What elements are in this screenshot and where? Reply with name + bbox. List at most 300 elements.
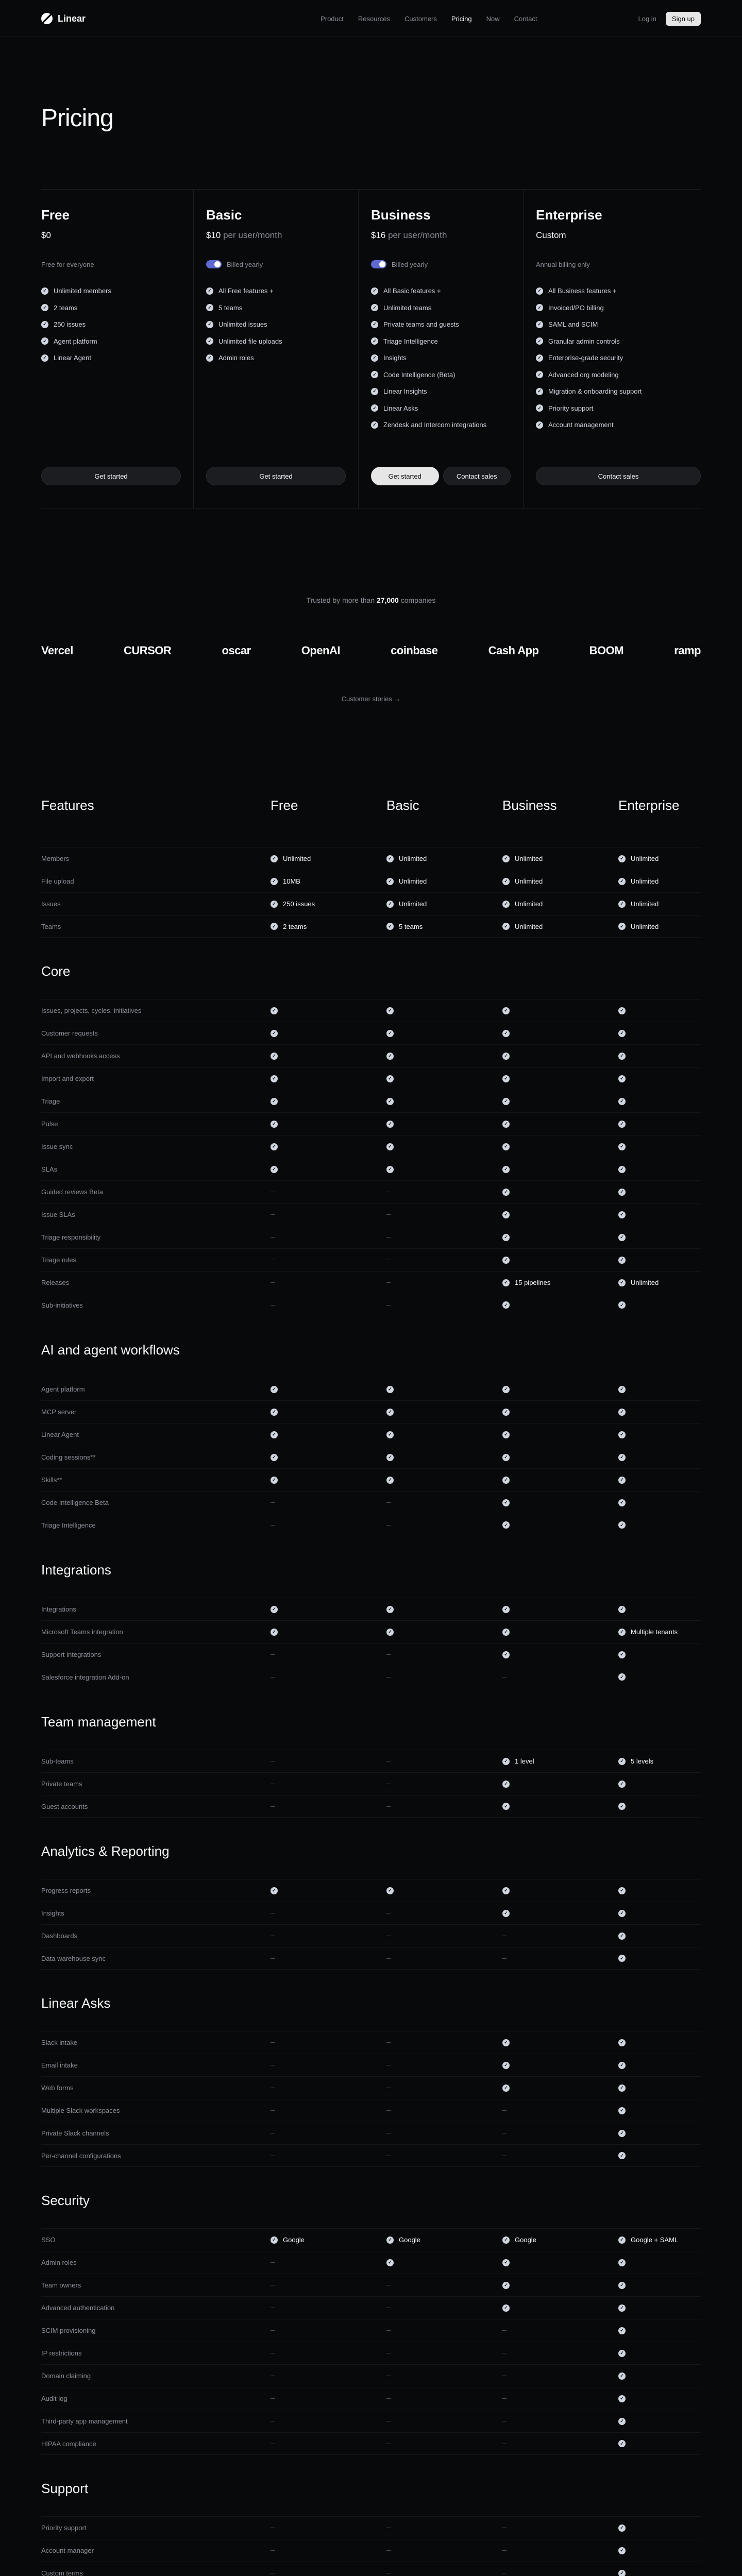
check-icon: ✓ <box>502 1279 510 1286</box>
check-icon: ✓ <box>502 901 510 908</box>
table-cell <box>618 1521 701 1529</box>
cell-value: 1 level <box>515 1757 534 1765</box>
table-cell <box>502 2330 618 2331</box>
table-cell <box>386 1502 502 1503</box>
table-cell <box>618 1757 701 1765</box>
check-icon: ✓ <box>618 2259 626 2266</box>
nav-resources[interactable]: Resources <box>358 14 391 23</box>
check-icon: ✓ <box>502 1606 510 1613</box>
check-icon: ✓ <box>618 1053 626 1060</box>
table-cell: API and webhooks access <box>41 1052 120 1060</box>
feature-item <box>206 354 346 362</box>
table-cell <box>271 1629 386 1636</box>
table-cell: SLAs <box>41 1165 58 1173</box>
table-cell <box>271 1282 386 1283</box>
check-icon: ✓ <box>502 1234 510 1241</box>
check-icon: ✓ <box>618 1166 626 1173</box>
table-row <box>41 1067 701 1090</box>
table-cell <box>618 1933 701 1940</box>
plan-price-unit: per user/month <box>388 230 447 240</box>
check-icon: ✓ <box>386 1121 394 1128</box>
table-row <box>41 1423 701 1446</box>
table-cell <box>502 1651 618 1658</box>
feature-label: 250 issues <box>54 320 86 328</box>
check-icon: ✓ <box>618 1651 626 1658</box>
check-icon: ✓ <box>386 923 394 930</box>
table-cell <box>502 1257 618 1264</box>
feature-item <box>371 304 511 312</box>
table-cell <box>271 1502 386 1503</box>
check-icon: ✓ <box>502 1431 510 1438</box>
table-cell: Integrations <box>41 1605 76 1613</box>
table-cell <box>271 900 386 908</box>
cell-value: 10MB <box>283 877 300 885</box>
table-cell <box>502 1143 618 1150</box>
check-icon: ✓ <box>618 1121 626 1128</box>
dash-icon <box>271 2330 275 2331</box>
table-cell <box>502 1409 618 1416</box>
check-icon: ✓ <box>386 2259 394 2266</box>
table-cell <box>618 2547 701 2554</box>
feature-label: Priority support <box>548 404 594 412</box>
check-icon: ✓ <box>502 2304 510 2312</box>
check-icon: ✓ <box>502 1143 510 1150</box>
plan-price: $16 per user/month <box>371 230 447 240</box>
feature-label: Code Intelligence (Beta) <box>383 370 456 379</box>
table-cell: Pulse <box>41 1120 58 1128</box>
plan-billing <box>371 259 511 269</box>
table-cell <box>502 1431 618 1438</box>
dash-icon <box>386 2550 391 2551</box>
check-icon: ✓ <box>271 1030 278 1037</box>
table-cell <box>502 1629 618 1636</box>
signup-button[interactable]: Sign up <box>666 12 701 26</box>
table-cell <box>386 1409 502 1416</box>
dash-icon <box>386 1654 391 1655</box>
check-icon: ✓ <box>502 1454 510 1461</box>
feature-label: Unlimited issues <box>218 320 267 328</box>
table-cell: Salesforce integration Add-on <box>41 1673 129 1681</box>
table-cell: Third-party app management <box>41 2417 128 2425</box>
brand-name: Linear <box>58 13 86 24</box>
cell-value: Unlimited <box>631 900 659 908</box>
logo-cursor: CURSOR <box>123 644 172 657</box>
cell-value: Unlimited <box>515 922 543 930</box>
check-icon: ✓ <box>502 1521 510 1529</box>
table-cell: Domain claiming <box>41 2372 91 2380</box>
feature-label: Granular admin controls <box>548 337 620 345</box>
check-icon: ✓ <box>271 855 278 862</box>
table-cell: Per-channel configurations <box>41 2151 121 2160</box>
check-icon: ✓ <box>618 2130 626 2137</box>
plan-name: Free <box>41 207 70 223</box>
check-icon: ✓ <box>536 404 543 412</box>
check-icon: ✓ <box>271 1053 278 1060</box>
check-icon: ✓ <box>271 1454 278 1461</box>
table-row <box>41 2432 701 2455</box>
check-icon: ✓ <box>536 287 543 295</box>
section-title: Support <box>41 2481 89 2496</box>
table-cell: Issues <box>41 900 61 908</box>
dash-icon <box>271 2262 275 2263</box>
table-cell <box>271 2262 386 2263</box>
table-cell <box>271 1386 386 1393</box>
check-icon: ✓ <box>618 1803 626 1810</box>
check-icon: ✓ <box>271 1409 278 1416</box>
plan-billing <box>536 259 688 269</box>
table-cell <box>502 1279 618 1286</box>
table-row <box>41 1158 701 1180</box>
table-cell <box>386 1431 502 1438</box>
cell-value: Unlimited <box>515 877 543 885</box>
dash-icon <box>386 2110 391 2111</box>
table-row <box>41 847 701 870</box>
check-icon: ✓ <box>386 1143 394 1150</box>
table-cell: Admin roles <box>41 2259 77 2266</box>
check-icon: ✓ <box>618 2107 626 2114</box>
section-ai-and-agent-workflows <box>41 1342 701 1536</box>
table-cell <box>618 855 701 862</box>
table-cell <box>618 1257 701 1264</box>
table-cell <box>271 1143 386 1150</box>
table-cell: File upload <box>41 877 74 885</box>
table-row <box>41 1248 701 1271</box>
check-icon: ✓ <box>618 1007 626 1014</box>
table-cell: Multiple Slack workspaces <box>41 2107 120 2114</box>
table-row <box>41 1514 701 1536</box>
table-row <box>41 2364 701 2387</box>
feature-label: Linear Asks <box>383 404 418 412</box>
table-cell: Linear Agent <box>41 1431 79 1438</box>
table-cell <box>618 2282 701 2289</box>
dash-icon <box>271 1525 275 1526</box>
check-icon: ✓ <box>271 1477 278 1484</box>
feature-label: Unlimited file uploads <box>218 337 282 345</box>
check-icon: ✓ <box>371 337 378 345</box>
table-cell: SSO <box>41 2236 56 2244</box>
table-cell: Email intake <box>41 2061 78 2069</box>
check-icon: ✓ <box>618 2418 626 2425</box>
check-icon: ✓ <box>618 2039 626 2046</box>
cell-value: 2 teams <box>283 922 307 930</box>
check-icon: ✓ <box>618 923 626 930</box>
table-cell <box>386 1007 502 1014</box>
dash-icon <box>386 2042 391 2043</box>
brand-logo[interactable] <box>41 13 86 24</box>
check-icon: ✓ <box>502 1257 510 1264</box>
check-icon: ✓ <box>41 337 48 345</box>
check-icon: ✓ <box>386 1030 394 1037</box>
check-icon: ✓ <box>618 2395 626 2402</box>
logo-vercel: Vercel <box>41 644 73 657</box>
contact-sales-button[interactable]: Contact sales <box>443 467 511 485</box>
cell-value: 250 issues <box>283 900 315 908</box>
table-cell <box>618 1143 701 1150</box>
table-cell <box>386 855 502 862</box>
feature-item <box>536 354 688 362</box>
dash-icon <box>271 1237 275 1238</box>
check-icon: ✓ <box>271 1386 278 1393</box>
nav-pricing[interactable]: Pricing <box>451 14 472 23</box>
check-icon: ✓ <box>371 354 378 362</box>
login-link[interactable]: Log in <box>638 14 656 23</box>
section-title: Core <box>41 963 71 979</box>
check-icon: ✓ <box>618 1477 626 1484</box>
table-cell <box>271 1654 386 1655</box>
check-icon: ✓ <box>386 1098 394 1105</box>
plan-price-unit: per user/month <box>223 230 282 240</box>
dash-icon <box>386 1525 391 1526</box>
table-cell <box>502 1958 618 1959</box>
table-cell <box>386 1075 502 1082</box>
table-row <box>41 2054 701 2076</box>
table-cell <box>386 1053 502 1060</box>
section-core <box>41 963 701 1316</box>
section-support <box>41 2481 701 2576</box>
table-cell <box>502 877 618 885</box>
table-cell <box>618 2350 701 2357</box>
check-icon: ✓ <box>502 2084 510 2092</box>
table-cell <box>386 1098 502 1105</box>
table-cell <box>618 1499 701 1506</box>
check-icon: ✓ <box>271 1075 278 1082</box>
table-cell <box>502 1477 618 1484</box>
table-cell <box>618 2039 701 2046</box>
check-icon: ✓ <box>502 855 510 862</box>
check-icon: ✓ <box>618 1234 626 1241</box>
table-cell <box>618 1166 701 1173</box>
table-cell <box>386 900 502 908</box>
cell-value: Unlimited <box>631 922 659 930</box>
table-cell: Issue SLAs <box>41 1211 75 1218</box>
feature-label: 5 teams <box>218 303 243 312</box>
get-started-button[interactable]: Get started <box>206 467 346 485</box>
table-cell: Priority support <box>41 2524 87 2532</box>
get-started-button[interactable]: Get started <box>41 467 181 485</box>
check-icon: ✓ <box>271 923 278 930</box>
table-row <box>41 1643 701 1666</box>
check-icon: ✓ <box>618 1758 626 1765</box>
table-cell <box>271 2236 386 2244</box>
header-free: Free <box>271 798 298 813</box>
table-cell: Web forms <box>41 2084 74 2092</box>
table-cell <box>386 1629 502 1636</box>
check-icon: ✓ <box>502 1629 510 1636</box>
table-cell <box>386 2042 502 2043</box>
billing-toggle[interactable] <box>371 260 386 268</box>
table-row <box>41 2410 701 2432</box>
table-cell <box>386 1806 502 1807</box>
section-title: Security <box>41 2193 90 2208</box>
cell-value: 15 pipelines <box>515 1279 551 1286</box>
table-cell <box>386 1606 502 1613</box>
table-cell <box>618 1030 701 1037</box>
nav-contact[interactable]: Contact <box>514 14 537 23</box>
cell-value: Google <box>399 2236 420 2244</box>
check-icon: ✓ <box>536 321 543 328</box>
check-icon: ✓ <box>502 1758 510 1765</box>
table-cell <box>271 2042 386 2043</box>
section-limits <box>41 847 701 938</box>
plan-features <box>206 287 346 362</box>
trusted-text: Trusted by more than 27,000 companies <box>306 596 436 604</box>
check-icon: ✓ <box>271 1143 278 1150</box>
check-icon: ✓ <box>618 1075 626 1082</box>
nav-product[interactable]: Product <box>321 14 344 23</box>
table-cell <box>271 877 386 885</box>
top-nav <box>0 0 742 37</box>
table-cell <box>386 2398 502 2399</box>
table-cell <box>502 1301 618 1309</box>
check-icon: ✓ <box>502 1075 510 1082</box>
plan-name: Business <box>371 207 431 223</box>
get-started-button[interactable]: Get started <box>371 467 439 485</box>
check-icon: ✓ <box>618 2236 626 2244</box>
table-cell <box>386 1030 502 1037</box>
table-cell: Audit log <box>41 2395 68 2402</box>
check-icon: ✓ <box>618 1454 626 1461</box>
table-cell <box>271 1606 386 1613</box>
header-basic: Basic <box>386 798 419 813</box>
check-icon: ✓ <box>618 901 626 908</box>
cell-value: 5 teams <box>399 922 423 930</box>
dash-icon <box>502 2330 507 2331</box>
table-cell <box>618 1477 701 1484</box>
check-icon: ✓ <box>386 1606 394 1613</box>
feature-item <box>206 337 346 345</box>
feature-item <box>371 404 511 412</box>
main-nav <box>321 15 537 23</box>
table-row <box>41 2274 701 2296</box>
check-icon: ✓ <box>502 1121 510 1128</box>
feature-item <box>41 337 181 345</box>
check-icon: ✓ <box>618 1933 626 1940</box>
table-cell <box>386 2236 502 2244</box>
table-cell <box>271 1454 386 1461</box>
table-cell <box>386 1282 502 1283</box>
dash-icon <box>271 2042 275 2043</box>
check-icon: ✓ <box>371 371 378 378</box>
table-cell <box>502 1781 618 1788</box>
feature-label: Agent platform <box>54 337 97 345</box>
check-icon: ✓ <box>371 304 378 311</box>
logo-oscar: oscar <box>222 644 251 657</box>
table-row <box>41 1795 701 1818</box>
customer-stories-link[interactable]: Customer stories → <box>341 695 401 703</box>
nav-customers[interactable]: Customers <box>404 14 437 23</box>
table-cell <box>271 2110 386 2111</box>
feature-item <box>206 304 346 312</box>
table-row <box>41 2122 701 2144</box>
dash-icon <box>271 1214 275 1215</box>
check-icon: ✓ <box>618 1386 626 1393</box>
header-business: Business <box>502 798 557 813</box>
table-row <box>41 1180 701 1203</box>
dash-icon <box>271 1958 275 1959</box>
table-row <box>41 2319 701 2342</box>
table-cell <box>618 1007 701 1014</box>
plan-buttons <box>371 467 511 485</box>
table-cell <box>386 1887 502 1894</box>
table-cell <box>618 1454 701 1461</box>
feature-item <box>371 320 511 328</box>
dash-icon <box>386 2398 391 2399</box>
check-icon: ✓ <box>206 337 213 345</box>
table-row <box>41 1598 701 1620</box>
table-row <box>41 892 701 915</box>
feature-item <box>371 354 511 362</box>
table-cell <box>502 1166 618 1173</box>
table-row <box>41 1947 701 1970</box>
billing-toggle[interactable] <box>206 260 222 268</box>
check-icon: ✓ <box>618 2440 626 2447</box>
table-cell <box>618 2084 701 2092</box>
table-cell <box>618 1234 701 1241</box>
table-cell <box>386 877 502 885</box>
table-cell: Private Slack channels <box>41 2129 109 2137</box>
check-icon: ✓ <box>618 2547 626 2554</box>
linear-logo-icon <box>41 13 53 24</box>
check-icon: ✓ <box>41 287 48 295</box>
feature-item <box>536 287 688 295</box>
contact-sales-button[interactable]: Contact sales <box>536 467 701 485</box>
table-row <box>41 2228 701 2251</box>
table-cell <box>502 2550 618 2551</box>
feature-label: Unlimited teams <box>383 303 432 312</box>
table-cell <box>618 2304 701 2312</box>
check-icon: ✓ <box>502 923 510 930</box>
dash-icon <box>502 2398 507 2399</box>
table-row <box>41 1203 701 1226</box>
check-icon: ✓ <box>536 354 543 362</box>
check-icon: ✓ <box>271 878 278 885</box>
check-icon: ✓ <box>502 1409 510 1416</box>
table-cell <box>386 923 502 930</box>
table-row <box>41 915 701 938</box>
table-cell: IP restrictions <box>41 2349 82 2357</box>
nav-now[interactable]: Now <box>486 14 500 23</box>
table-cell <box>502 1803 618 1810</box>
feature-item <box>206 287 346 295</box>
cell-value: Unlimited <box>631 855 659 862</box>
cell-value: Google + SAML <box>631 2236 679 2244</box>
table-cell: HIPAA compliance <box>41 2439 96 2448</box>
feature-item <box>41 320 181 328</box>
feature-item <box>371 421 511 429</box>
dash-icon <box>271 1282 275 1283</box>
table-cell <box>618 1386 701 1393</box>
section-analytics-reporting <box>41 1843 701 1970</box>
check-icon: ✓ <box>618 1211 626 1218</box>
table-row <box>41 1446 701 1468</box>
feature-item <box>536 320 688 328</box>
dash-icon <box>271 1806 275 1807</box>
dash-icon <box>271 2110 275 2111</box>
table-cell <box>618 2062 701 2069</box>
table-cell <box>618 1301 701 1309</box>
check-icon: ✓ <box>386 1431 394 1438</box>
table-row <box>41 2562 701 2576</box>
table-row <box>41 2342 701 2364</box>
table-cell <box>502 2236 618 2244</box>
table-cell <box>502 1887 618 1894</box>
table-cell <box>271 1305 386 1306</box>
section-title: Linear Asks <box>41 1995 111 2011</box>
dash-icon <box>271 1654 275 1655</box>
table-cell <box>618 1211 701 1218</box>
cell-value: Unlimited <box>399 900 427 908</box>
cell-value: Unlimited <box>631 1279 659 1286</box>
